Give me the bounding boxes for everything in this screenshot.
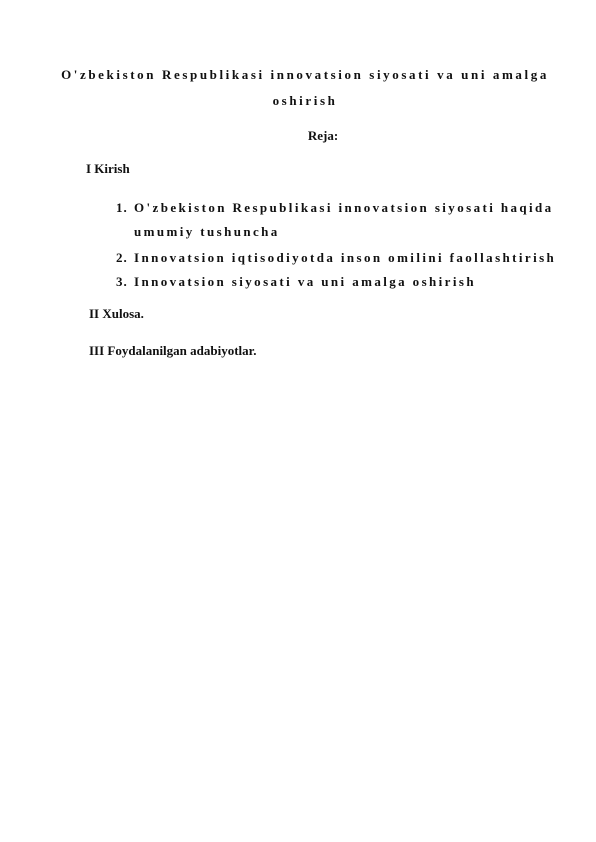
item-text: Innovatsion iqtisodiyotda inson omilini faollashtirish — [134, 250, 557, 265]
section-conclusion: II Xulosa. — [89, 306, 144, 321]
plan-heading: Reja: — [307, 128, 339, 143]
item-number: 3. — [116, 274, 128, 289]
section-intro: I Kirish — [86, 161, 130, 176]
item-text: Innovatsion siyosati va uni amalga oshirish — [134, 274, 476, 289]
item-number: 1. — [116, 200, 128, 215]
section-references: III Foydalanilgan adabiyotlar. — [89, 343, 257, 358]
item-text: O'zbekiston Respublikasi innovatsion siyosati haqida — [134, 200, 554, 215]
document-title: O'zbekiston Respublikasi innovatsion siyosati va uni amalga oshirish — [61, 67, 549, 108]
item-text-continued: umumiy tushuncha — [134, 224, 280, 239]
item-number: 2. — [116, 250, 128, 265]
